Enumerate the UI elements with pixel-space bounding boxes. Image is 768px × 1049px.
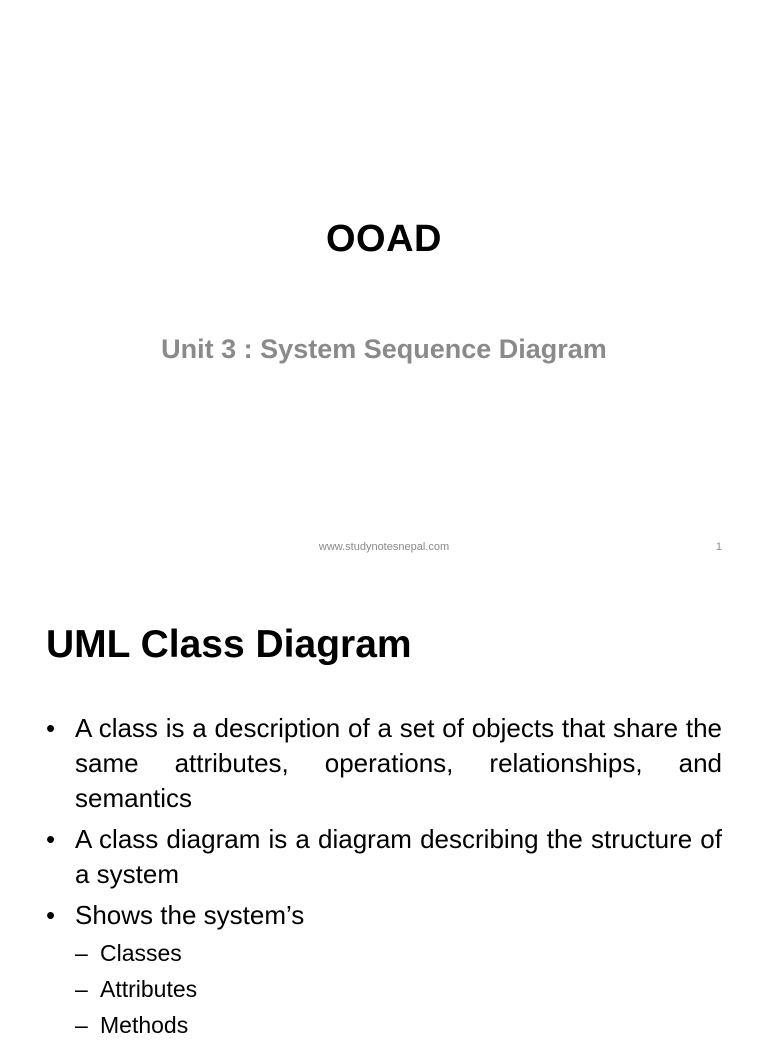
bullet-marker: • bbox=[46, 900, 56, 930]
bullet-item bbox=[46, 898, 722, 1043]
dash-marker: – bbox=[75, 976, 88, 1002]
sub-bullet-list bbox=[75, 935, 722, 1043]
sub-bullet-text: Methods bbox=[100, 1012, 189, 1038]
bullet-text: A class is a description of a set of objects that share the same attributes, operations, relationships, and semantics bbox=[75, 713, 722, 813]
dash-marker: – bbox=[75, 940, 88, 966]
bullet-marker: • bbox=[46, 824, 56, 854]
slide-number: 1 bbox=[715, 541, 722, 553]
bullet-item bbox=[46, 822, 722, 892]
bullet-text: Shows the system’s bbox=[75, 900, 305, 930]
slide-footer: www.studynotesnepal.com bbox=[318, 541, 450, 553]
sub-bullet-text: Classes bbox=[100, 940, 182, 966]
sub-bullet-item bbox=[75, 1007, 722, 1043]
bullet-list bbox=[46, 711, 722, 1049]
dash-marker: – bbox=[75, 1012, 88, 1038]
slide-heading: UML Class Diagram bbox=[46, 623, 412, 666]
content-slide bbox=[0, 577, 768, 1038]
bullet-item bbox=[46, 711, 722, 816]
slide-title: OOAD bbox=[326, 218, 442, 260]
bullet-text: A class diagram is a diagram describing the structure of a system bbox=[75, 824, 722, 889]
slide-subtitle: Unit 3 : System Sequence Diagram bbox=[161, 334, 607, 364]
sub-bullet-text: Attributes bbox=[100, 976, 198, 1002]
sub-bullet-item bbox=[75, 971, 722, 1007]
bullet-marker: • bbox=[46, 713, 56, 743]
sub-bullet-item bbox=[75, 935, 722, 971]
